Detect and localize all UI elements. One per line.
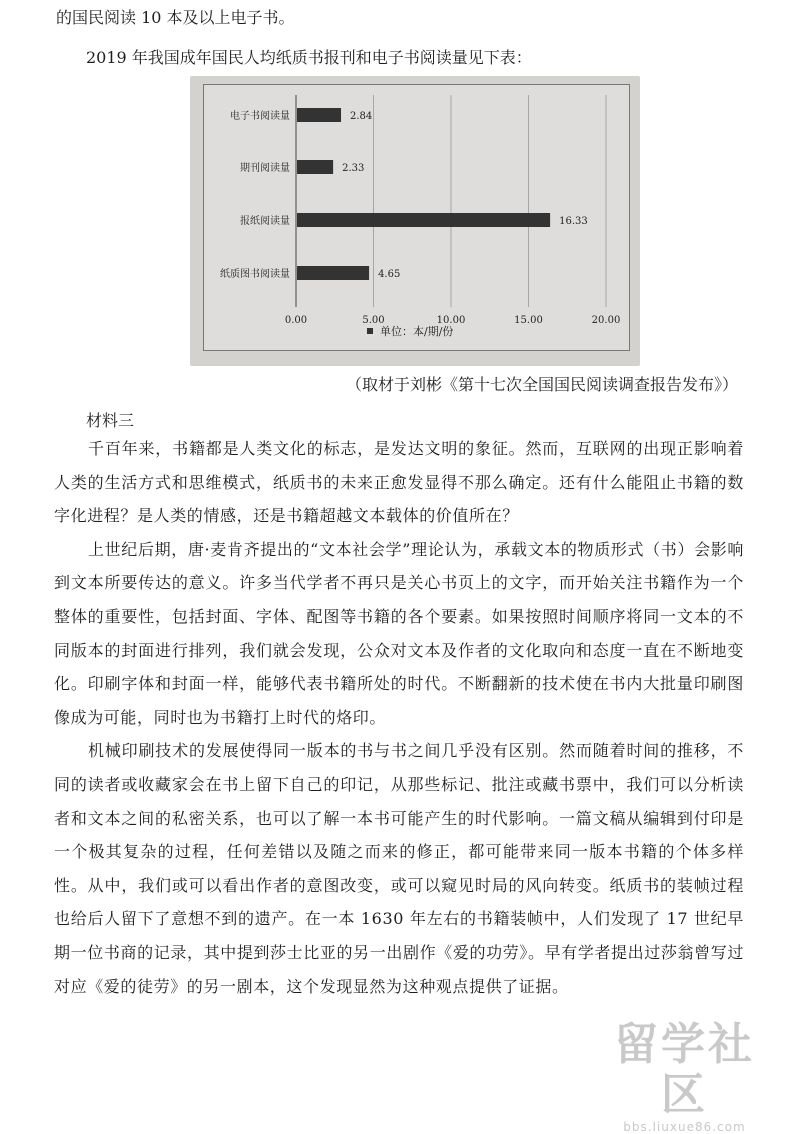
paragraph-2: 上世纪后期，唐·麦肯齐提出的“文本社会学”理论认为，承载文本的物质形式（书）会影响到文本所要传达的意义。许多当代学者不再只是关心书页上的文字，而开始关注书籍作为一个整体的重要性，包括封面、字体、配图等书籍的各个要素。如果按照时间顺序将同一文本的不同版本的封面进行排列，我们就会发现，公众对文本及作者的文化取向和态度一直在不断地变化。印刷字体和封面一样，能够代表书籍所处的时代。不断翻新的技术使在书内大批量印刷图像成为可能，同时也为书籍打上时代的烙印。 <box>54 539 744 727</box>
category-label: 纸质图书阅读量 <box>220 269 290 280</box>
x-tick-label: 20.00 <box>591 315 621 326</box>
data-label: 16.33 <box>559 216 588 227</box>
x-tick-label: 0.00 <box>284 315 308 326</box>
intro-line-1: 的国民阅读 10 本及以上电子书。 <box>56 8 295 27</box>
x-tick-label: 10.00 <box>436 315 466 326</box>
data-label: 2.84 <box>350 111 373 122</box>
intro-line-2: 2019 年我国成年国民人均纸质书报刊和电子书阅读量见下表： <box>86 48 532 67</box>
article-body <box>54 432 744 1003</box>
data-label: 2.33 <box>342 163 365 174</box>
legend-label: 单位：本/期/份 <box>380 325 454 338</box>
bar-chart <box>204 85 629 350</box>
watermark-logo-text: 留学社区 <box>614 1019 755 1120</box>
category-label: 报纸阅读量 <box>240 216 290 227</box>
bar <box>297 213 550 227</box>
x-tick-label: 15.00 <box>514 315 543 326</box>
chart-frame <box>203 84 630 351</box>
legend-swatch <box>367 328 373 334</box>
bar <box>297 266 369 280</box>
section-title: 材料三 <box>86 411 135 430</box>
category-label: 期刊阅读量 <box>240 163 290 174</box>
bar <box>297 160 333 174</box>
site-watermark <box>597 1020 772 1134</box>
paragraph-1: 千百年来，书籍都是人类文化的标志，是发达文明的象征。然而，互联网的出现正影响着人类的生活方式和思维模式，纸质书的未来正愈发显得不那么确定。还有什么能阻止书籍的数字化进程？是人类的情感，还是书籍超越文本载体的价值所在？ <box>54 439 744 526</box>
paragraph-3: 机械印刷技术的发展使得同一版本的书与书之间几乎没有区别。然而随着时间的推移，不同的读者或收藏家会在书上留下自己的印记，从那些标记、批注或藏书票中，我们可以分析读者和文本之间的私密关系，也可以了解一本书可能产生的时代影响。一篇文稿从编辑到付印是一个极其复杂的过程，任何差错以及随之而来的修正，都可能带来同一版本书籍的个体多样性。从中，我们或可以看出作者的意图改变，或可以窥见时局的风向转变。纸质书的装帧过程也给后人留下了意想不到的遗产。在一本 1630 年左右的书籍装帧中，人们发现了 17 世纪早期一位书商的记录，其中提到莎士比亚的另一出剧作《爱的功劳》。早有学者提出过莎翁曾写过对应《爱的徒劳》的另一剧本，这个发现显然为这种观点提供了证据。 <box>54 741 744 996</box>
x-tick-label: 5.00 <box>362 315 385 326</box>
chart-source-citation: （取材于刘彬《第十七次全国国民阅读调查报告发布》） <box>345 375 738 394</box>
data-label: 4.65 <box>378 269 401 280</box>
category-label: 电子书阅读量 <box>230 111 290 122</box>
watermark-url: bbs.liuxue86.com <box>623 1120 746 1134</box>
bar <box>297 108 341 122</box>
chart-figure <box>190 76 640 366</box>
